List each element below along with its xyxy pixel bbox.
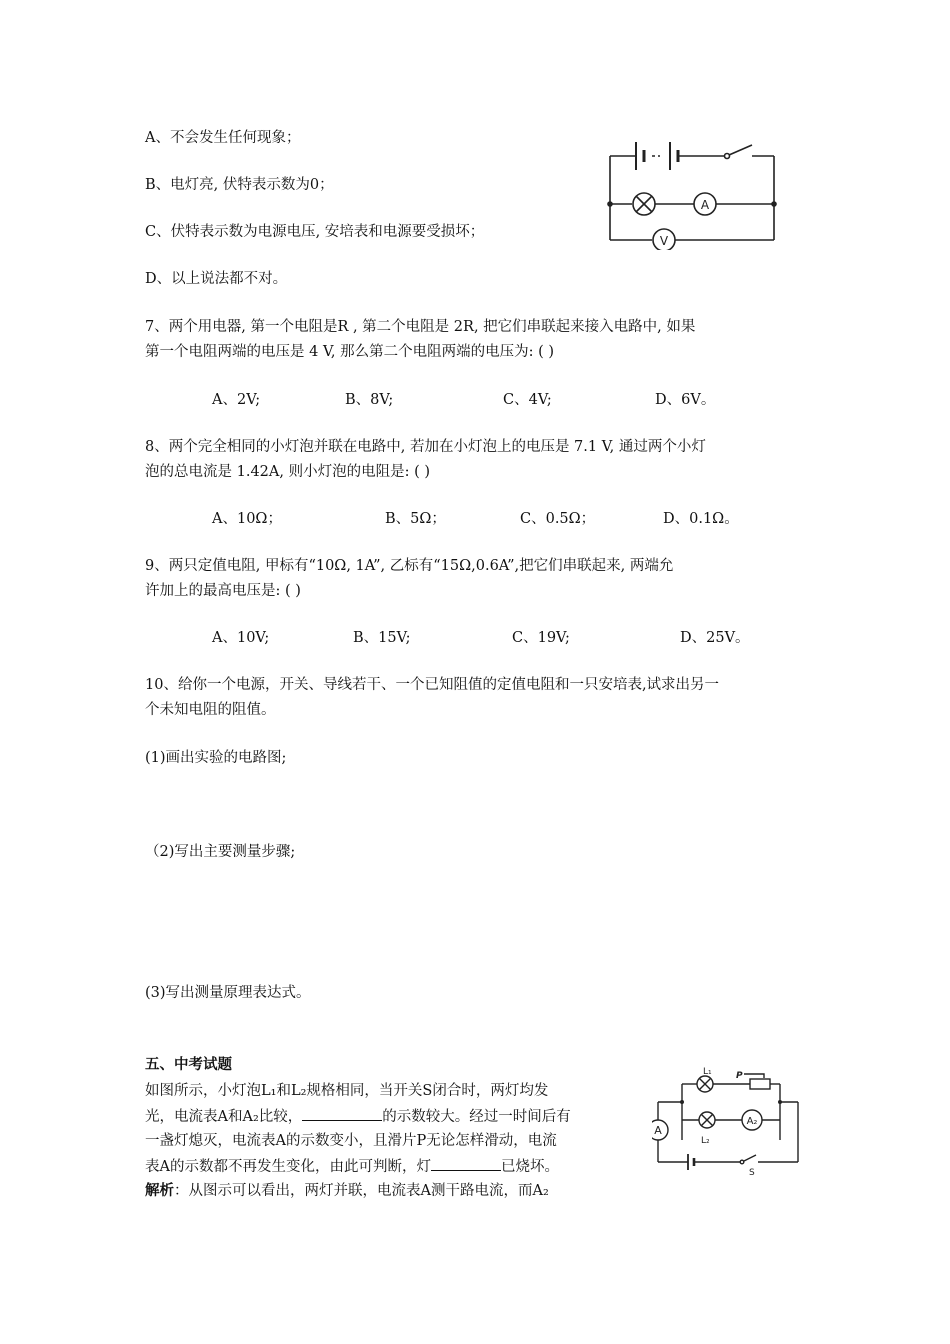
slider-p-label: P: [736, 1071, 743, 1081]
q10-part-2: （2)写出主要测量步骤;: [145, 844, 296, 860]
section-5-line-5: [145, 1181, 549, 1201]
q8-option-c: C、0.5Ω；: [520, 511, 596, 527]
q6-option-c: C、伏特表示数为电源电压, 安培表和电源要受损坏；: [145, 224, 485, 240]
q7-line-2: 第一个电阻两端的电压是 4 V, 那么第二个电阻两端的电压为: ( ): [145, 344, 555, 360]
q9-option-a: A、10V;: [212, 630, 270, 646]
q8-line-1: 8、两个完全相同的小灯泡并联在电路中, 若加在小灯泡上的电压是 7.1 V, 通过两个小灯: [145, 439, 706, 455]
q10-line-2: 个未知电阻的阻值。: [145, 702, 276, 718]
lamp-l1-label: L₁: [703, 1067, 712, 1077]
q10-line-1: 10、给你一个电源，开关、导线若干、一个已知阻值的定值电阻和一只安培表,试求出另一: [145, 677, 720, 693]
ammeter-a-label: A: [654, 1124, 662, 1137]
q6-option-a: A、不会发生任何现象；: [145, 130, 301, 146]
section-5-line-4-end: 已烧坏。: [500, 1159, 559, 1175]
lamp-l2-label: L₂: [701, 1136, 710, 1146]
q7-option-a: A、2V;: [212, 392, 261, 408]
q7-option-b: B、8V;: [345, 392, 394, 408]
q9-option-c: C、19V;: [512, 630, 570, 646]
section-5-circuit-diagram: [652, 1062, 802, 1177]
q8-option-a: A、10Ω；: [212, 511, 282, 527]
analysis-text: ：从图示可以看出，两灯并联，电流表A测干路电流，而A₂: [174, 1183, 549, 1199]
q10-part-3: (3)写出测量原理表达式。: [145, 985, 311, 1001]
q8-option-b: B、5Ω；: [385, 511, 446, 527]
q6-voltmeter-label: V: [659, 234, 669, 248]
q10-part-1: (1)画出实验的电路图;: [145, 750, 287, 766]
q8-line-2: 泡的总电流是 1.42A, 则小灯泡的电阻是: ( ): [145, 464, 431, 480]
section-5-line-1: 如图所示，小灯泡L₁和L₂规格相同，当开关S闭合时，两灯均发: [145, 1083, 549, 1099]
switch-s-label: S: [749, 1168, 755, 1177]
q9-option-d: D、25V。: [680, 630, 750, 646]
q7-option-d: D、6V。: [655, 392, 716, 408]
answer-blank-1: [302, 1106, 382, 1121]
q8-option-d: D、0.1Ω。: [663, 511, 739, 527]
q7-line-1: 7、两个用电器, 第一个电阻是R , 第二个电阻是 2R, 把它们串联起来接入电路中, 如果: [145, 319, 696, 335]
section-5-line-2-end: 的示数较大。经过一时间后有: [382, 1109, 571, 1125]
section-5-line-3: 一盏灯熄灭，电流表A的示数变小，且滑片P无论怎样滑动，电流: [145, 1133, 557, 1149]
q7-option-c: C、4V;: [503, 392, 552, 408]
q6-option-d: D、以上说法都不对。: [145, 271, 288, 287]
answer-blank-2: [431, 1156, 501, 1171]
ammeter-a2-label: A₂: [746, 1116, 758, 1127]
section-5-line-2: [145, 1106, 571, 1127]
section-5-line-4: [145, 1156, 559, 1177]
analysis-label: 解析: [145, 1183, 174, 1199]
section-5-line-4-start: 表A的示数都不再发生变化，由此可判断，灯: [145, 1159, 431, 1175]
section-5-title: 五、中考试题: [145, 1057, 232, 1073]
q6-option-b: B、电灯亮, 伏特表示数为0；: [145, 177, 334, 193]
q6-ammeter-label: A: [700, 198, 710, 212]
q9-line-1: 9、两只定值电阻, 甲标有“10Ω, 1A”, 乙标有“15Ω,0.6A”,把它们串联起来, 两端允: [145, 558, 674, 574]
q9-line-2: 许加上的最高电压是: ( ): [145, 583, 301, 599]
q6-circuit-diagram: [602, 140, 782, 250]
section-5-line-2-start: 光，电流表A和A₂比较，: [145, 1109, 303, 1125]
q9-option-b: B、15V;: [353, 630, 411, 646]
